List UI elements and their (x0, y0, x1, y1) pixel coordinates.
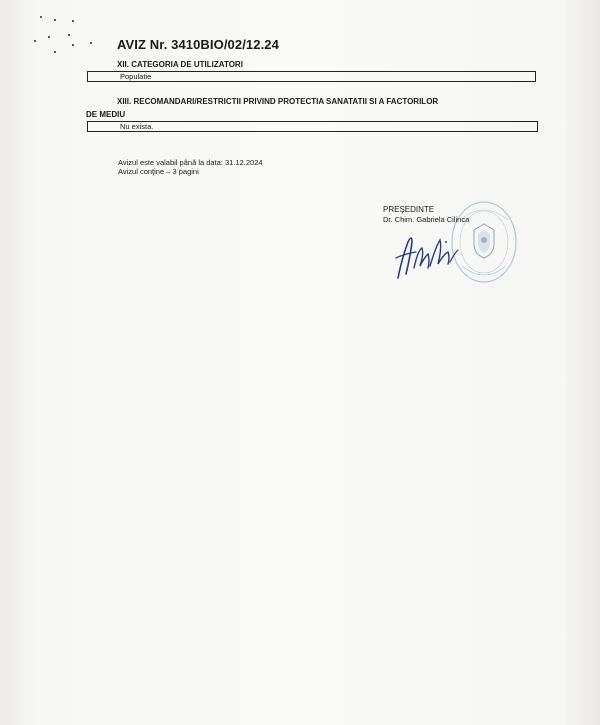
section-13-value-box (87, 121, 538, 132)
scan-speckles (28, 14, 98, 54)
section-13-heading-line2: DE MEDIU (86, 110, 126, 119)
page-count-text: Avizul conţine – 3 pagini (118, 167, 199, 176)
handwritten-signature-icon (388, 228, 468, 284)
signatory-name: Dr. Chim. Gabriela Cilinca (383, 215, 470, 224)
signatory-role: PREŞEDINTE (383, 205, 435, 214)
document-title: AVIZ Nr. 3410BIO/02/12.24 (117, 37, 279, 52)
section-12-value-box (87, 71, 536, 82)
section-13-heading-line1: XIII. RECOMANDARI/RESTRICTII PRIVIND PROTECTIA SANATATII SI A FACTORILOR (117, 97, 439, 106)
section-13-value: Nu exista. (120, 122, 154, 131)
section-12-value: Populatie (120, 72, 152, 81)
validity-text: Avizul este valabil până la data: 31.12.2024 (118, 158, 263, 167)
section-12-heading: XII. CATEGORIA DE UTILIZATORI (117, 60, 243, 69)
